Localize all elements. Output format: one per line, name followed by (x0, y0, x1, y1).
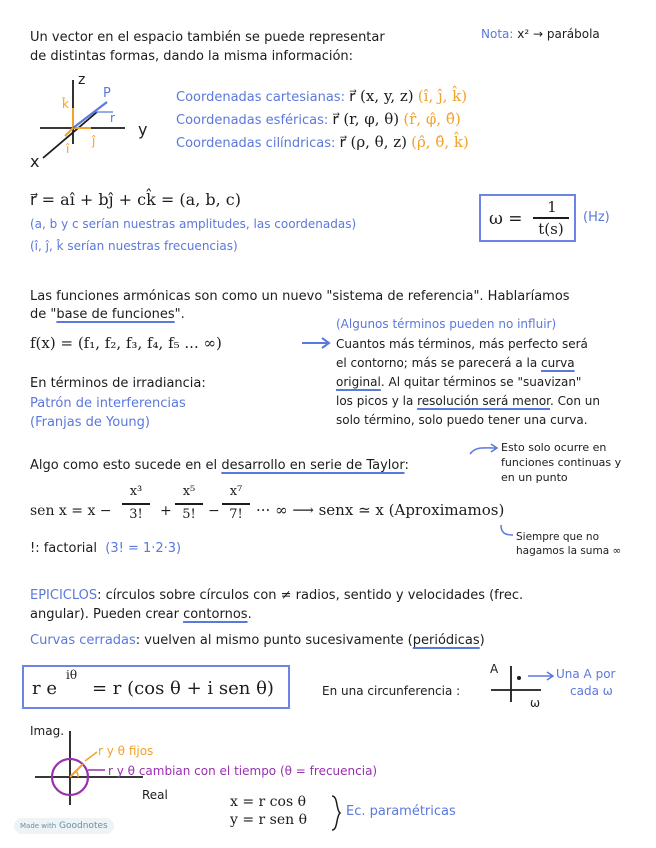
x-label: x (30, 152, 40, 171)
omega-num: 1 (547, 198, 557, 216)
series-bar-1 (122, 503, 150, 505)
fixed-label: r y θ fijos (98, 744, 154, 758)
r-label: r (110, 111, 115, 125)
series-den-3: 7! (229, 507, 243, 522)
original-text: original (336, 375, 381, 389)
armonicas-line-1: Las funciones armónicas son como un nuevo "sistema de referencia". Hablaríamos (30, 289, 570, 304)
p-label: P (103, 86, 111, 101)
resolucion-text: resolución será menor (417, 394, 550, 408)
frequencies-note: (î, ĵ, k̂ serían nuestras frecuencias) (30, 239, 238, 253)
epiciclos-line-1 (30, 588, 523, 604)
factorial-label: !: factorial (30, 541, 97, 556)
coords-cartesianas (176, 88, 467, 106)
omega-box (479, 194, 576, 242)
armonicas-pre: de " (30, 307, 57, 322)
x-axis (43, 112, 97, 158)
terms-line-4 (336, 393, 600, 409)
arrow-note-icon (470, 444, 500, 456)
armonicas-line-2 (30, 307, 185, 323)
terms-line-2 (336, 355, 575, 371)
circ-note-1: Una A por (556, 667, 616, 681)
imag-label: Imag. (30, 724, 65, 738)
series-bar-3 (222, 503, 250, 505)
goodnotes-watermark (14, 818, 114, 834)
series-num-1: x³ (129, 484, 143, 499)
terms-line-5: solo término, solo puedo tener una curva. (336, 413, 588, 427)
coords-esfericas (176, 111, 461, 129)
series-den-1: 3! (129, 507, 143, 522)
coord-name: Coordenadas esféricas: (176, 113, 329, 128)
nota (481, 26, 600, 42)
factorial-line (30, 541, 181, 557)
contornos-text: contornos (183, 607, 248, 622)
omega-unit: (Hz) (583, 210, 610, 225)
arrow-circ-icon (528, 670, 556, 682)
coord-name: Coordenadas cartesianas: (176, 90, 345, 105)
epiciclos-l2-pre: angular). Pueden crear (30, 607, 184, 622)
taylor-pre: Algo como esto sucede en el (30, 458, 222, 473)
terms-line-1: Cuantos más términos, más perfecto será (336, 337, 588, 351)
y-label: y (138, 120, 148, 139)
terms-l2-pre: el contorno; más se parecerá a la (336, 356, 541, 370)
circ-a: A (490, 662, 499, 676)
terms-l3-post: . Al quitar términos se "suavizan" (380, 375, 582, 389)
coord-formula: r⃗ (ρ, θ, z) (339, 133, 407, 151)
watermark-brand: Goodnotes (59, 821, 108, 831)
factorial-example: (3! = 1·2·3) (105, 541, 182, 556)
param-label: Ec. paramétricas (346, 804, 456, 819)
curvas-pre: : vuelven al mismo punto sucesivamente ( (135, 633, 413, 648)
series-num-2: x⁵ (182, 484, 196, 499)
siempre-line-2: hagamos la suma ∞ (516, 545, 622, 557)
arrow-right-icon (302, 337, 332, 349)
coord-formula: r⃗ (x, y, z) (349, 87, 414, 105)
omega-lhs: ω = (489, 209, 523, 229)
coord-basis: (î, ĵ, k̂) (417, 87, 468, 105)
param-y: y = r sen θ (230, 812, 308, 828)
euler-rhs: = r (cos θ + i sen θ) (92, 678, 274, 699)
curvas-line (30, 633, 485, 649)
taylor-note-2: funciones continuas y (501, 456, 622, 469)
z-label: z (78, 72, 86, 88)
axes-3d-diagram (25, 72, 175, 172)
coord-basis: (ρ̂, θ̂, k̂) (411, 133, 469, 151)
j-label: ĵ (92, 134, 96, 148)
nota-text: x² → parábola (517, 27, 600, 41)
vector-equation: r⃗ = aî + bĵ + ck̂ = (a, b, c) (30, 190, 241, 209)
series-num-3: x⁷ (229, 484, 243, 499)
euler-box (22, 665, 290, 709)
curvas-post: ) (479, 633, 485, 648)
theta-arc (76, 771, 78, 777)
r-radius (70, 764, 83, 777)
fixed-pointer (85, 752, 97, 761)
irradiancia-line-1: Patrón de interferencias (30, 396, 186, 411)
series-den-2: 5! (182, 507, 196, 522)
epiciclos-text: : círculos sobre círculos con ≠ radios, sentido y velocidades (frec. (97, 588, 524, 603)
curva-text: curva (540, 356, 575, 370)
curvas-title: Curvas cerradas (30, 633, 136, 648)
taylor-series-text: desarrollo en serie de Taylor (221, 458, 405, 473)
epiciclos-l2-post: . (247, 607, 252, 622)
r-vector (73, 102, 107, 128)
coord-name: Coordenadas cilíndricas: (176, 136, 336, 151)
omega-den: t(s) (538, 220, 564, 238)
taylor-note-3: en un punto (501, 471, 568, 484)
series-tail: ··· ∞ ⟶ senx ≃ x (Aproximamos) (256, 501, 505, 519)
fx-equation: f(x) = (f₁, f₂, f₃, f₄, f₅ ... ∞) (30, 334, 222, 352)
series-minus: − (208, 503, 220, 519)
param-x: x = r cos θ (230, 794, 307, 810)
irradiancia-line-2: (Franjas de Young) (30, 415, 150, 430)
circ-label: En una circunferencia : (322, 684, 461, 698)
periodicas-text: periódicas (412, 633, 480, 648)
taylor-line (30, 458, 409, 474)
terms-l4-post: . Con un (550, 394, 600, 408)
nota-label: Nota: (481, 27, 514, 41)
base-de-funciones: base de funciones (56, 307, 175, 322)
terms-paren-note: (Algunos términos pueden no influir) (336, 317, 557, 331)
amplitudes-note: (a, b y c serían nuestras amplitudes, las coordenadas) (30, 217, 357, 231)
armonicas-post: ". (174, 307, 185, 322)
intro-line-1: Un vector en el espacio también se puede representar (30, 30, 385, 45)
real-label: Real (142, 788, 168, 802)
taylor-post: : (404, 458, 409, 473)
terms-l4-pre: los picos y la (336, 394, 418, 408)
coords-cilindricas (176, 134, 469, 152)
series-plus: + (160, 503, 172, 519)
series-bar-2 (175, 503, 203, 505)
coord-formula: r⃗ (r, φ, θ) (332, 110, 400, 128)
euler-exp: iθ (66, 668, 78, 682)
circ-w: ω (530, 696, 541, 710)
epiciclos-title: EPICICLOS (30, 588, 98, 603)
i-label: î (66, 142, 70, 156)
changing-label: r y θ cambian con el tiempo (θ = frecuencia) (108, 764, 378, 778)
epiciclos-line-2 (30, 607, 252, 623)
watermark-pre: Made with (20, 822, 57, 830)
irradiancia-title: En términos de irradiancia: (30, 376, 206, 391)
coord-basis: (r̂, φ̂, θ̂) (403, 110, 461, 128)
euler-lhs: r e (32, 678, 57, 699)
brace-icon (330, 796, 342, 832)
taylor-note-1: Esto solo ocurre en (501, 441, 607, 454)
terms-line-3 (336, 374, 581, 390)
arrow-down-right-icon (499, 525, 515, 539)
intro-line-2: de distintas formas, dando la misma información: (30, 49, 354, 64)
siempre-line-1: Siempre que no (516, 531, 600, 543)
k-label: k̂ (62, 97, 69, 111)
circ-note-2: cada ω (570, 684, 613, 698)
series-sen: sen x = x − (30, 503, 112, 519)
fraction-bar (533, 217, 569, 219)
